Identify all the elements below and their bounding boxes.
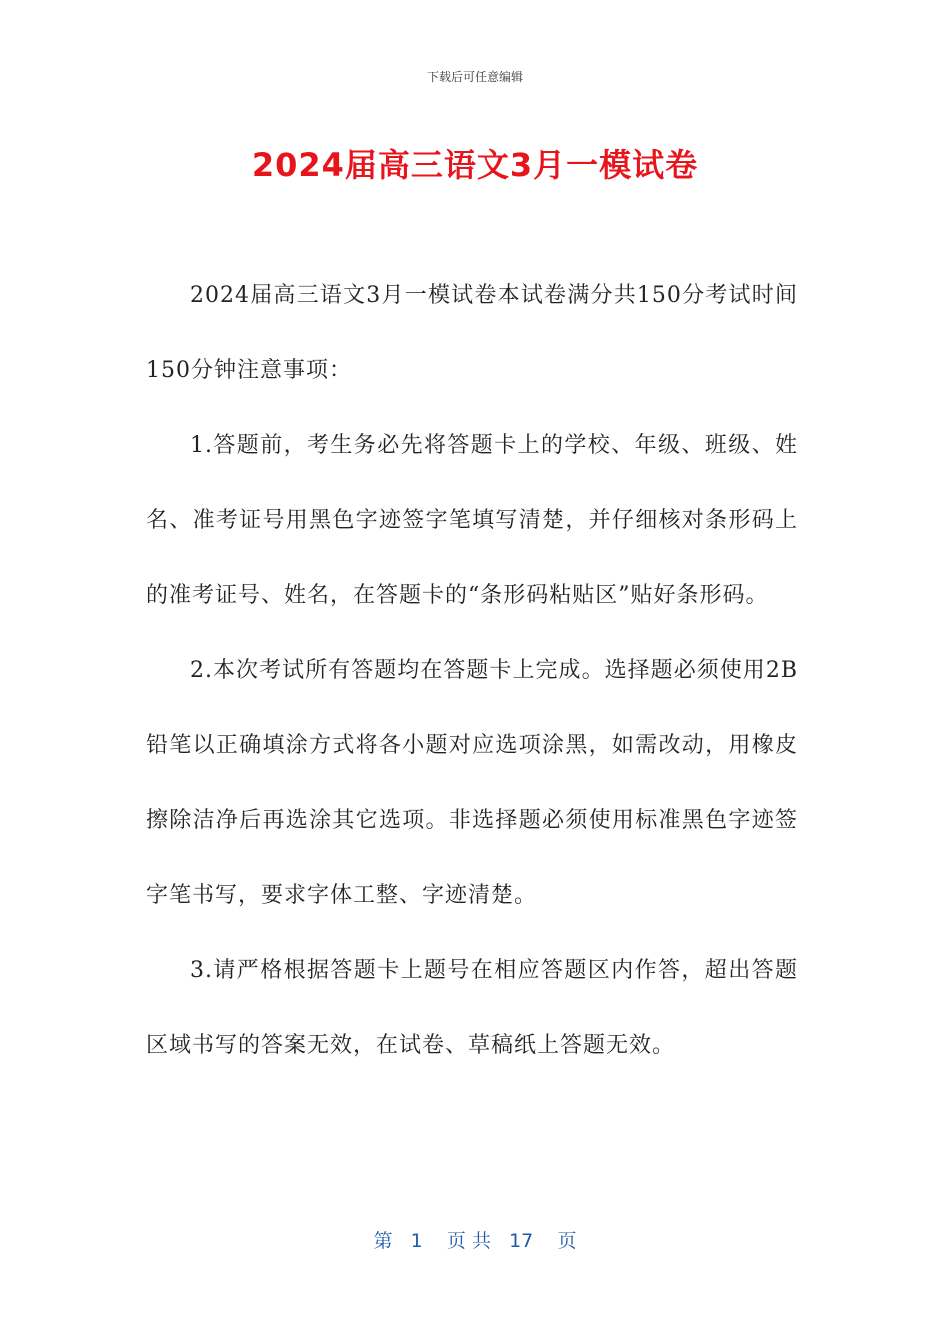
paragraph-item-1: 1.答题前，考生务必先将答题卡上的学校、年级、班级、姓名、准考证号用黑色字迹签字笔填写清楚，并仔细核对条形码上的准考证号、姓名，在答题卡的“条形码粘贴区”贴好条形码。 [146, 433, 798, 608]
footer-total-pages: 17 [509, 1230, 534, 1252]
paragraph-item-3: 3.请严格根据答题卡上题号在相应答题区内作答，超出答题区域书写的答案无效，在试卷、草稿纸上答题无效。 [146, 958, 798, 1058]
page-footer [0, 1226, 950, 1253]
footer-middle: 页 共 [446, 1230, 491, 1252]
footer-prefix: 第 [373, 1230, 393, 1252]
footer-current-page: 1 [410, 1230, 423, 1252]
document-body [146, 258, 798, 1083]
paragraph-item-2: 2.本次考试所有答题均在答题卡上完成。选择题必须使用2B铅笔以正确填涂方式将各小题对应选项涂黑，如需改动，用橡皮擦除洁净后再选涂其它选项。非选择题必须使用标准黑色字迹签字笔书写，要求字体工整、字迹清楚。 [146, 658, 798, 908]
paragraph-intro: 2024届高三语文3月一模试卷本试卷满分共150分考试时间150分钟注意事项： [146, 283, 798, 383]
document-title: 2024届高三语文3月一模试卷 [251, 146, 699, 184]
footer-suffix: 页 [557, 1230, 577, 1252]
header-note: 下载后可任意编辑 [426, 70, 523, 84]
